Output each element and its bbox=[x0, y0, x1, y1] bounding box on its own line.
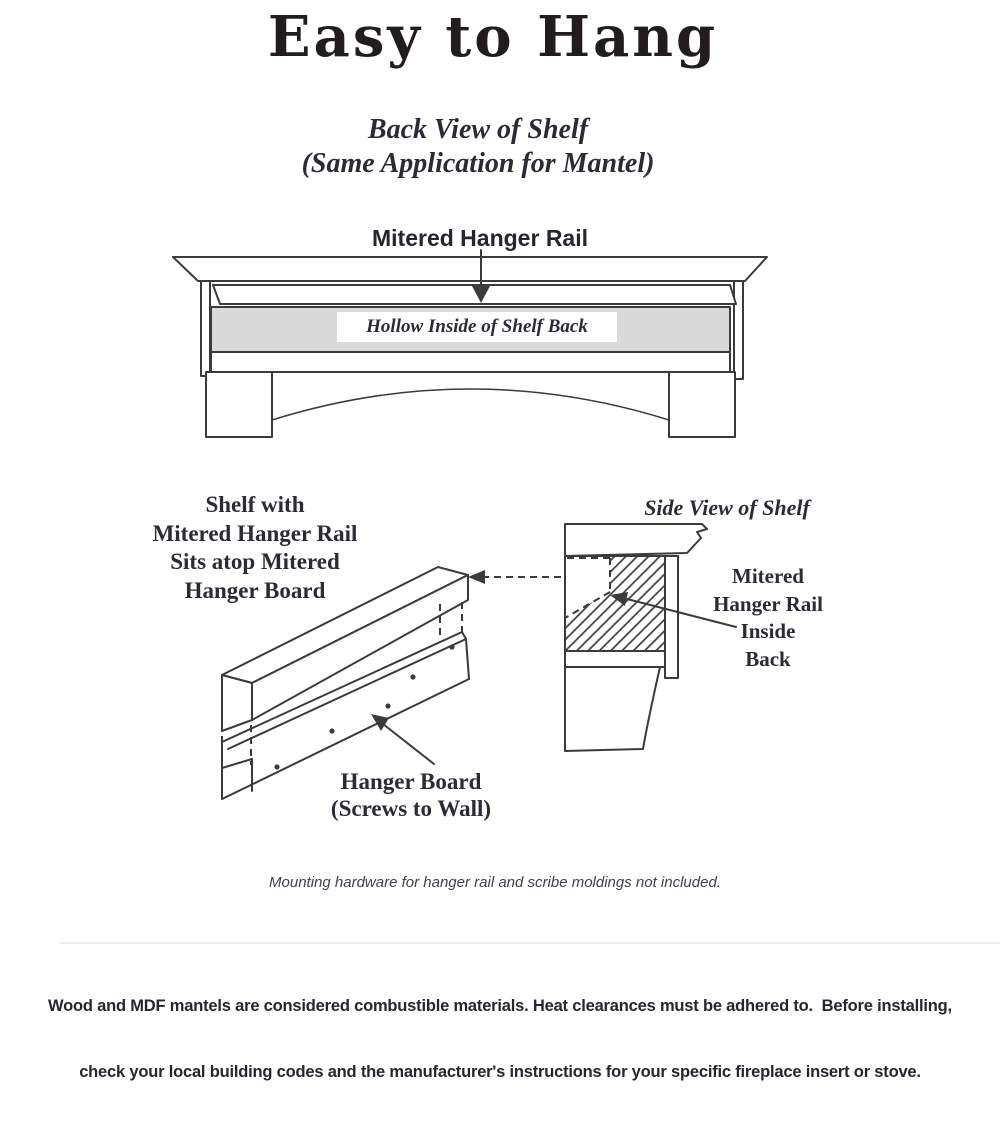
side-back-strip bbox=[665, 556, 678, 678]
back-view-left-leg bbox=[206, 372, 272, 437]
page-title: Easy to Hang bbox=[267, 4, 719, 70]
side-view-title: Side View of Shelf bbox=[644, 495, 810, 520]
side-rail-label-line: Inside bbox=[740, 619, 796, 643]
hanger-board-label-line2: (Screws to Wall) bbox=[330, 796, 492, 821]
warning-line1: Wood and MDF mantels are considered combustible materials. Heat clearances must be adhered to. Before installing, bbox=[48, 997, 952, 1015]
side-rail-label-line: Hanger Rail bbox=[713, 591, 823, 616]
side-rail-label bbox=[713, 563, 823, 673]
side-band bbox=[565, 651, 665, 667]
mitered-hanger-rail-label: Mitered Hanger Rail bbox=[372, 225, 588, 251]
back-view-arch bbox=[272, 389, 669, 420]
hanger-board-label bbox=[331, 768, 491, 822]
back-view-right-leg bbox=[669, 372, 735, 437]
shelf-note-line: Sits atop Mitered bbox=[170, 549, 340, 574]
subtitle-line1: Back View of Shelf bbox=[367, 114, 589, 145]
back-view-left-panel bbox=[201, 282, 210, 376]
shelf-note bbox=[153, 491, 358, 605]
shelf-note-line: Hanger Board bbox=[184, 577, 326, 603]
side-view-drawing bbox=[565, 524, 736, 751]
hanger-board-label-line1: Hanger Board bbox=[340, 769, 482, 794]
subtitle bbox=[302, 113, 655, 181]
footer-divider bbox=[60, 942, 1000, 944]
subtitle-line2: (Same Application for Mantel) bbox=[301, 148, 655, 179]
warning-line2: check your local building codes and the manufacturer's instructions for your specific fireplace insert or stove. bbox=[79, 1063, 921, 1081]
back-view-drawing bbox=[173, 250, 767, 437]
side-leg bbox=[565, 667, 660, 751]
hollow-inside-label: Hollow Inside of Shelf Back bbox=[337, 312, 617, 342]
back-view-top-slab bbox=[173, 257, 767, 281]
hanger-board-arrow bbox=[371, 714, 434, 764]
back-view-bottom-band bbox=[211, 352, 730, 372]
hardware-note: Mounting hardware for hanger rail and scribe moldings not included. bbox=[269, 874, 721, 891]
side-top-board bbox=[565, 524, 707, 556]
shelf-note-line: Shelf with bbox=[205, 492, 305, 517]
shelf-note-line: Mitered Hanger Rail bbox=[152, 520, 358, 546]
rail-beam-end-face bbox=[222, 675, 252, 731]
back-view-right-panel bbox=[734, 282, 743, 379]
combustible-warning bbox=[48, 951, 952, 1127]
side-rail-label-line: Mitered bbox=[732, 564, 804, 588]
side-rail-label-line: Back bbox=[745, 646, 791, 671]
